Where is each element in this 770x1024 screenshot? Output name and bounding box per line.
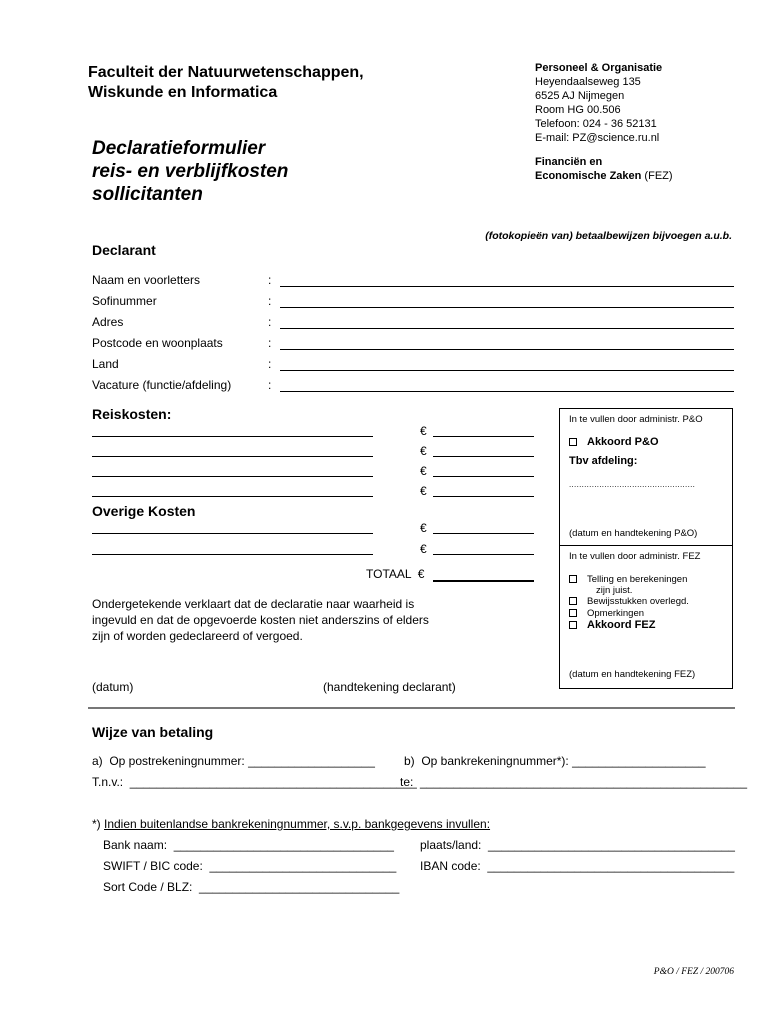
- field-label-naam: Naam en voorletters: [92, 273, 201, 287]
- title-line-3: sollicitanten: [92, 184, 203, 205]
- euro-sign: €: [420, 521, 427, 535]
- po-address-block: [535, 61, 662, 145]
- datum-label: (datum): [92, 680, 134, 694]
- fez-item-opmerkingen: [569, 608, 644, 619]
- handtekening-label: (handtekening declarant): [323, 680, 456, 694]
- bank-naam-field[interactable]: Bank naam: _________________________________: [103, 838, 394, 852]
- fez-sign-label: (datum en handtekening FEZ): [569, 669, 696, 680]
- reiskosten-desc-line-3[interactable]: [92, 476, 373, 477]
- euro-sign: €: [420, 424, 427, 438]
- box-divider: [560, 545, 732, 546]
- colon: :: [268, 273, 272, 287]
- po-phone: Telefoon: 024 - 36 52131: [535, 118, 657, 130]
- bewijsstukken-label: Bewijsstukken overlegd.: [587, 596, 689, 607]
- po-title: Personeel & Organisatie: [535, 62, 663, 74]
- euro-sign: €: [420, 464, 427, 478]
- euro-sign: €: [420, 484, 427, 498]
- plaats-land-field[interactable]: plaats/land: _____________________________________: [420, 838, 735, 852]
- akkoord-fez-checkbox[interactable]: [569, 621, 577, 629]
- tbv-afdeling-dots[interactable]: ..................................................: [569, 480, 696, 489]
- field-label-adres: Adres: [92, 315, 124, 329]
- reiskosten-desc-line-2[interactable]: [92, 456, 373, 457]
- bankrekening-field[interactable]: b) Op bankrekeningnummer*): ____________________: [404, 754, 706, 768]
- po-address-2: 6525 AJ Nijmegen: [535, 90, 625, 102]
- overige-desc-line-2[interactable]: [92, 554, 373, 555]
- fez-item-telling: [569, 574, 687, 585]
- field-naam-line[interactable]: [280, 286, 734, 287]
- betaling-heading: Wijze van betaling: [92, 724, 214, 740]
- statement-line-3: zijn of worden gedeclareerd of vergoed.: [92, 629, 303, 643]
- reiskosten-amount-line-3[interactable]: [433, 476, 534, 477]
- colon: :: [268, 357, 272, 371]
- fez-admin-header: In te vullen door administr. FEZ: [569, 551, 701, 562]
- section-divider: [88, 707, 735, 709]
- telling-label-cont: zijn juist.: [596, 585, 633, 596]
- field-label-land: Land: [92, 357, 119, 371]
- po-sign-label: (datum en handtekening P&O): [569, 528, 698, 539]
- field-label-vacature: Vacature (functie/afdeling): [92, 378, 232, 392]
- field-label-postcode: Postcode en woonplaats: [92, 336, 223, 350]
- bewijsstukken-checkbox[interactable]: [569, 597, 577, 605]
- document-title: [92, 137, 288, 206]
- title-line-2: reis- en verblijfkosten: [92, 161, 289, 182]
- fez-line-2-rest: (FEZ): [641, 170, 673, 182]
- fez-line-1: Financiën en: [535, 156, 603, 168]
- tnv-field[interactable]: T.n.v.: ___________________________________________: [92, 775, 417, 789]
- field-vacature-line[interactable]: [280, 391, 734, 392]
- overige-amount-line-1[interactable]: [433, 533, 534, 534]
- overige-heading: Overige Kosten: [92, 503, 196, 519]
- po-email: E-mail: PZ@science.ru.nl: [535, 132, 660, 144]
- sort-code-field[interactable]: Sort Code / BLZ: ______________________________: [103, 880, 400, 894]
- tbv-afdeling-label: Tbv afdeling:: [569, 455, 638, 467]
- fez-item-bewijsstukken: [569, 596, 689, 607]
- overige-desc-line-1[interactable]: [92, 533, 373, 534]
- totaal-label: TOTAAL €: [366, 567, 425, 581]
- field-label-sofinummer: Sofinummer: [92, 294, 157, 308]
- receipts-note: (fotokopieën van) betaalbewijzen bijvoegen a.u.b.: [485, 230, 732, 242]
- colon: :: [268, 315, 272, 329]
- footnote: [92, 817, 490, 831]
- footnote-text: Indien buitenlandse bankrekeningnummer, s.v.p. bankgegevens invullen:: [104, 817, 491, 831]
- field-adres-line[interactable]: [280, 328, 734, 329]
- footnote-mark: *): [92, 817, 104, 831]
- po-room: Room HG 00.506: [535, 104, 621, 116]
- form-code-footer: P&O / FEZ / 200706: [653, 967, 734, 977]
- po-admin-header: In te vullen door administr. P&O: [569, 414, 703, 425]
- field-land-line[interactable]: [280, 370, 734, 371]
- reiskosten-heading: Reiskosten:: [92, 406, 172, 422]
- declarant-heading: Declarant: [92, 242, 156, 258]
- field-postcode-line[interactable]: [280, 349, 734, 350]
- euro-sign: €: [420, 542, 427, 556]
- declaration-statement: [92, 596, 429, 644]
- euro-sign: €: [420, 444, 427, 458]
- reiskosten-amount-line-1[interactable]: [433, 436, 534, 437]
- akkoord-po-item: [569, 436, 659, 448]
- colon: :: [268, 336, 272, 350]
- po-address-1: Heyendaalseweg 135: [535, 76, 641, 88]
- reiskosten-desc-line-4[interactable]: [92, 496, 373, 497]
- colon: :: [268, 294, 272, 308]
- reiskosten-desc-line-1[interactable]: [92, 436, 373, 437]
- akkoord-po-checkbox[interactable]: [569, 438, 577, 446]
- opmerkingen-checkbox[interactable]: [569, 609, 577, 617]
- reiskosten-amount-line-4[interactable]: [433, 496, 534, 497]
- te-field[interactable]: te: _________________________________________________: [400, 775, 748, 789]
- iban-field[interactable]: IBAN code: _____________________________________: [420, 859, 735, 873]
- opmerkingen-label: Opmerkingen: [587, 608, 645, 619]
- reiskosten-amount-line-2[interactable]: [433, 456, 534, 457]
- fez-line-2-bold: Economische Zaken: [535, 170, 642, 182]
- colon: :: [268, 378, 272, 392]
- fez-block: [535, 155, 673, 183]
- swift-field[interactable]: SWIFT / BIC code: ____________________________: [103, 859, 397, 873]
- faculty-line-1: Faculteit der Natuurwetenschappen,: [88, 64, 364, 81]
- statement-line-1: Ondergetekende verklaart dat de declaratie naar waarheid is: [92, 597, 415, 611]
- faculty-line-2: Wiskunde en Informatica: [88, 84, 278, 101]
- telling-checkbox[interactable]: [569, 575, 577, 583]
- statement-line-2: ingevuld en dat de opgevoerde kosten niet anderszins of elders: [92, 613, 429, 627]
- faculty-name: [88, 63, 364, 103]
- fez-item-akkoord: [569, 619, 655, 631]
- postrekening-field[interactable]: a) Op postrekeningnummer: ___________________: [92, 754, 375, 768]
- totaal-amount-line[interactable]: [433, 580, 534, 582]
- telling-label: Telling en berekeningen: [587, 574, 688, 585]
- admin-box: [559, 408, 733, 689]
- title-line-1: Declaratieformulier: [92, 138, 266, 159]
- field-sofinummer-line[interactable]: [280, 307, 734, 308]
- akkoord-fez-label: Akkoord FEZ: [587, 619, 656, 631]
- overige-amount-line-2[interactable]: [433, 554, 534, 555]
- akkoord-po-label: Akkoord P&O: [587, 436, 659, 448]
